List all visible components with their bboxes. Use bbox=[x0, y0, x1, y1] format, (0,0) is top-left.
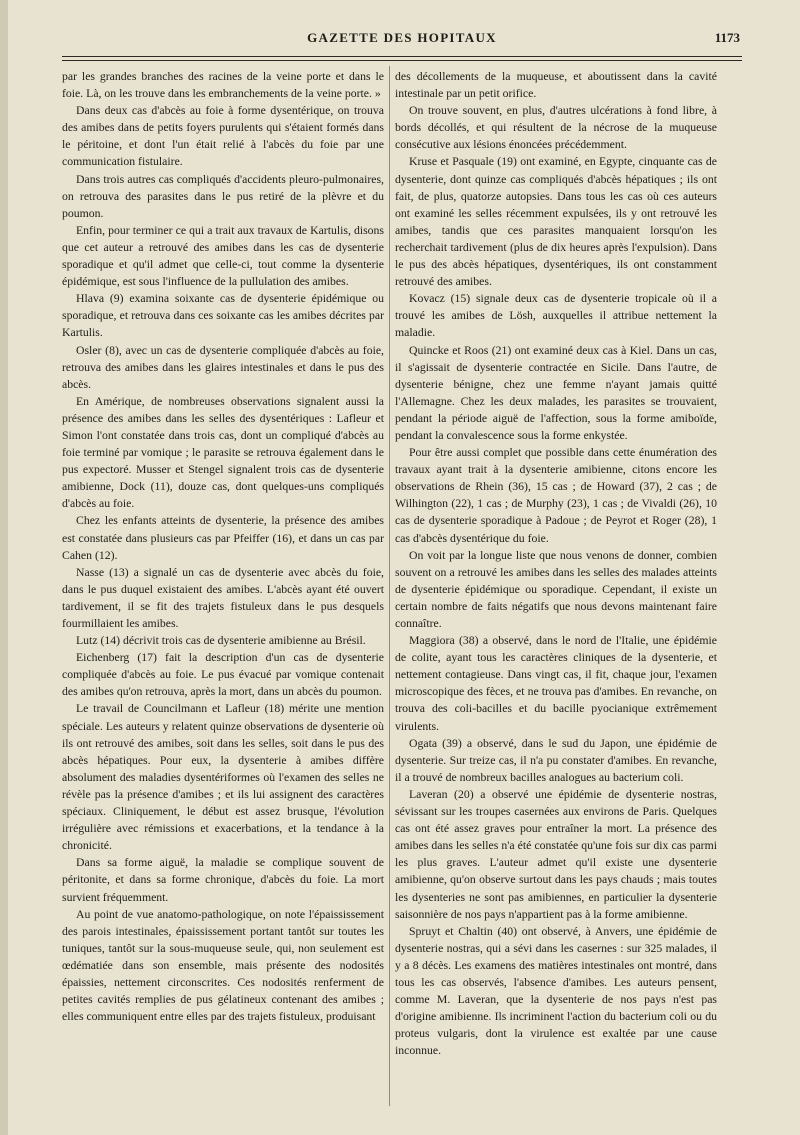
page-header bbox=[62, 30, 742, 52]
paragraph: On voit par la longue liste que nous venons de donner, combien souvent on a retrouvé les amibes dans les selles des malades atteints de dysenterie épidémique ou sporadique. Cependant, il existe un certain nombre de faits négatifs que nous devons maintenant faire connaître. bbox=[395, 548, 717, 630]
paragraph: Le travail de Councilmann et Lafleur (18) mérite une mention spéciale. Les auteurs y relatent quinze observations de dysenterie où ils ont retrouvé des amibes, soit dans les selles, soit dans le pus des abcès hépatiques. Pour eux, la dysenterie à amibes diffère absolument des maladies dysentériformes où l'examen des selles ne révèle pas la présence d'amibes ; et ils lui assignent des caractères spéciaux. Cliniquement, le début est assez brusque, l'évolution irrégulière avec rémissions et exacerbations, et la tendance à la chronicité. bbox=[62, 702, 384, 853]
paragraph: Ogata (39) a observé, dans le sud du Japon, une épidémie de dysenterie. Sur treize cas, il n'a pu constater d'amibes. En revanche, il a trouvé de nombreux bacilles analogues au bacterium coli. bbox=[395, 736, 717, 784]
paragraph: On trouve souvent, en plus, d'autres ulcérations à fond libre, à bords décollés, et qui résultent de la nécrose de la muqueuse consécutive aux lésions énoncées précédemment. bbox=[395, 104, 717, 152]
paragraph: Laveran (20) a observé une épidémie de dysenterie nostras, sévissant sur les troupes casernées aux environs de Paris. Quelques cas ont été assez graves pour entraîner la mort. La présence des amibes dans les selles n'a été constatée qu'une fois sur dix cas parmi les plus graves. L'auteur admet qu'il existe une dysenterie amibienne, qu'on observe surtout dans les pays chauds ; mais toutes les dysenteries ne sont pas amibiennes, en particulier la dysenterie saisonnière de nos pays n'appartient pas à la forme amibienne. bbox=[395, 787, 717, 921]
page-number: 1173 bbox=[714, 30, 740, 45]
paragraph: Maggiora (38) a observé, dans le nord de l'Italie, une épidémie de colite, ayant tous les caractères cliniques de la dysenterie, et nettement contagieuse. Dans vingt cas, il fit, chaque jour, l'examen microscopique des fèces, et ne trouva pas d'amibes. En revanche, on trouva des coli-bacilles et du bacille pyocianique extrêmement virulents. bbox=[395, 634, 717, 733]
paragraph: Kruse et Pasquale (19) ont examiné, en Egypte, cinquante cas de dysenterie, dont quinze cas compliqués d'abcès hépatiques ; ils ont fait, de plus, quatorze autopsies. Dans tous les cas où ces auteurs ont examiné les selles récemment expulsées, ils y ont retrouvé les amibes, tandis que ces parasites manquaient lorsqu'on les recherchait tardivement (plus de dix heures après l'expulsion). Dans le pus des abcès hépatiques, dysentériques, ils ont constamment retrouvé des amibes. bbox=[395, 155, 717, 289]
paragraph: Eichenberg (17) fait la description d'un cas de dysenterie compliquée d'abcès au foie. Le pus évacué par vomique contenait des amibes qu'on retrouva, après la mort, dans un abcès du poumon. bbox=[62, 651, 384, 699]
paragraph: Quincke et Roos (21) ont examiné deux cas à Kiel. Dans un cas, il s'agissait de dysenterie contractée en Sicile. Dans l'autre, de dysenterie bénigne, chez une femme n'ayant jamais quitté l'Allemagne. Chez les deux malades, les parasites se trouvaient, pendant la période aiguë de l'affection, sous la forme amiboïde, pendant la convalescence sous la forme enkystée. bbox=[395, 343, 717, 442]
paragraph: En Amérique, de nombreuses observations signalent aussi la présence des amibes dans les selles des dysentériques : Lafleur et Simon l'ont constatée dans trois cas, dont un compliqué d'abcès au foie terminé par vomique ; le parasite se retrouva également dans le pus expectoré. Musser et Stengel signalent trois cas de dysenterie amibienne, Dock (11), douze cas, dont quelques-uns compliqués d'abcès au foie. bbox=[62, 394, 384, 511]
paragraph: Dans sa forme aiguë, la maladie se complique souvent de péritonite, et dans sa forme chronique, d'abcès du foie. La mort survient fréquemment. bbox=[62, 856, 384, 904]
paragraph: Chez les enfants atteints de dysenterie, la présence des amibes est constatée dans plusieurs cas par Pfeiffer (16), et dans un cas par Cahen (12). bbox=[62, 514, 384, 562]
left-column bbox=[62, 68, 384, 1025]
header-rule-thin bbox=[62, 60, 742, 61]
paragraph: Dans deux cas d'abcès au foie à forme dysentérique, on trouva des amibes dans de petits foyers purulents qui s'étaient formés dans le péritoine, et dont l'un était relié à l'abcès du foie par une communication fistulaire. bbox=[62, 104, 384, 169]
paragraph: Dans trois autres cas compliqués d'accidents pleuro-pulmonaires, on retrouva des parasites dans le pus retiré de la plèvre et du poumon. bbox=[62, 172, 384, 220]
paragraph: Kovacz (15) signale deux cas de dysenterie tropicale où il a trouvé les amibes de Lösh, auxquelles il attribue nettement la maladie. bbox=[395, 292, 717, 340]
page-binding-edge bbox=[0, 0, 8, 1135]
journal-title: GAZETTE DES HOPITAUX bbox=[307, 30, 497, 45]
paragraph: Pour être aussi complet que possible dans cette énumération des travaux ayant trait à la dysenterie amibienne, citons encore les observations de Rhein (36), 15 cas ; de Howard (37), 2 cas ; de Wilhington (22), 1 cas ; de Murphy (23), 1 cas ; de Vivaldi (26), 10 cas de dysenterie sporadique à Padoue ; de Peyrot et Roger (28), 1 cas d'abcès dysentérique du foie. bbox=[395, 446, 717, 545]
paragraph: Nasse (13) a signalé un cas de dysenterie avec abcès du foie, dans le pus duquel existaient des amibes. L'abcès ayant été ouvert tardivement, il se fit des trajets fistuleux dans le pus desquels fourmillaient les amibes. bbox=[62, 565, 384, 630]
header-rule-thick bbox=[62, 56, 742, 57]
right-column bbox=[395, 68, 717, 1059]
paragraph: Osler (8), avec un cas de dysenterie compliquée d'abcès au foie, retrouva des amibes dans les glaires intestinales et dans le pus des abcès. bbox=[62, 343, 384, 391]
paragraph: Spruyt et Chaltin (40) ont observé, à Anvers, une épidémie de dysenterie nostras, qui a sévi dans les casernes : sur 325 malades, il y a 8 décès. Les examens des matières intestinales ont montré, dans tous les cas observés, l'absence d'amibes. Les auteurs pensent, comme M. Laveran, que la dysenterie de nos pays n'est pas d'origine amibienne. Ils incriminent l'action du bacterium coli ou du proteus vulgaris, dont la virulence est exaltée par une cause inconnue. bbox=[395, 924, 717, 1058]
paragraph: Lutz (14) décrivit trois cas de dysenterie amibienne au Brésil. bbox=[76, 634, 366, 648]
paragraph: Au point de vue anatomo-pathologique, on note l'épaississement des parois intestinales, épaississement portant tantôt sur toutes les tuniques, tantôt sur la sous-muqueuse seule, qui, non seulement est œdématiée dans son ensemble, mais présente des nodosités épaissies, nettement circonscrites. Ces nodosités renferment de petites cavités remplies de pus gélatineux contenant des amibes ; elles communiquent entre elles par des trajets fistuleux, produisant bbox=[62, 907, 384, 1024]
column-divider bbox=[389, 66, 390, 1106]
paragraph: des décollements de la muqueuse, et aboutissent dans la cavité intestinale par un petit orifice. bbox=[395, 70, 717, 101]
paragraph: par les grandes branches des racines de la veine porte et dans le foie. Là, on les trouve dans les embranchements de la veine porte. » bbox=[62, 70, 384, 101]
paragraph: Enfin, pour terminer ce qui a trait aux travaux de Kartulis, disons que cet auteur a retrouvé des amibes dans les cas de dysenterie sporadique et qu'il admet que celle-ci, tout comme la dysenterie épidémique, est sous l'influence de la pullulation des amibes. bbox=[62, 223, 384, 289]
paragraph: Hlava (9) examina soixante cas de dysenterie épidémique ou sporadique, et retrouva dans ces soixante cas les amibes décrites par Kartulis. bbox=[62, 292, 384, 340]
